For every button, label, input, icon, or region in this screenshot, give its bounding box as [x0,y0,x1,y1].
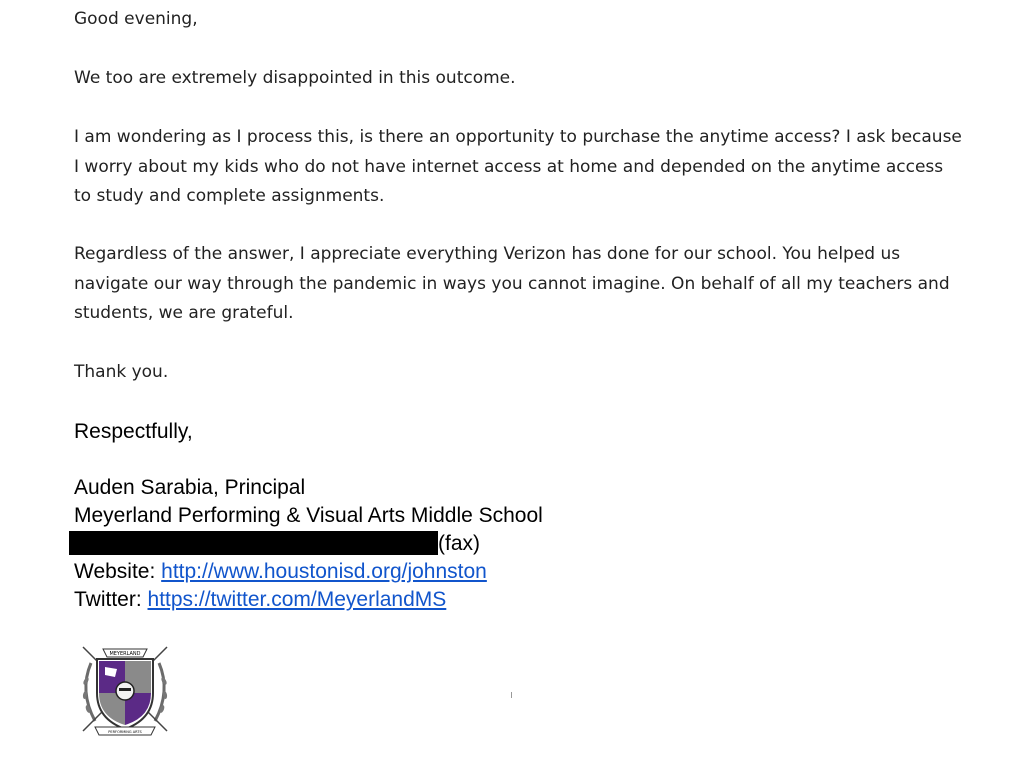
website-label: Website: [74,560,162,583]
stray-mark [511,692,512,698]
twitter-label: Twitter: [74,588,148,611]
paragraph-1: We too are extremely disappointed in this outcome. [74,68,516,88]
fax-line [74,530,480,558]
closing: Respectfully, [74,420,193,443]
thanks-line: Thank you. [74,362,169,382]
fax-suffix: (fax) [438,532,480,555]
twitter-link[interactable]: https://twitter.com/MeyerlandMS [147,588,447,611]
paragraph-2: I am wondering as I process this, is there an opportunity to purchase the anytime access? I ask because I worry about my kids who do not have internet access at home and depended on the anytime access to study and complete assignments. [74,127,962,206]
school-crest-logo [77,641,173,737]
website-link[interactable]: http://www.houstonisd.org/johnston [161,560,487,583]
greeting: Good evening, [74,9,198,29]
twitter-line [74,586,446,614]
redaction-bar [69,531,438,555]
paragraph-3: Regardless of the answer, I appreciate everything Verizon has done for our school. You helped us navigate our way through the pandemic in ways you cannot imagine. On behalf of all my teachers and students, we are grateful. [74,244,950,323]
crest-banner-bottom: PERFORMING ARTS [108,730,142,734]
signature-school: Meyerland Performing & Visual Arts Middle School [74,504,543,527]
signature-name-title: Auden Sarabia, Principal [74,476,306,499]
crest-banner-top: MEYERLAND [109,651,141,657]
website-line [74,558,487,586]
